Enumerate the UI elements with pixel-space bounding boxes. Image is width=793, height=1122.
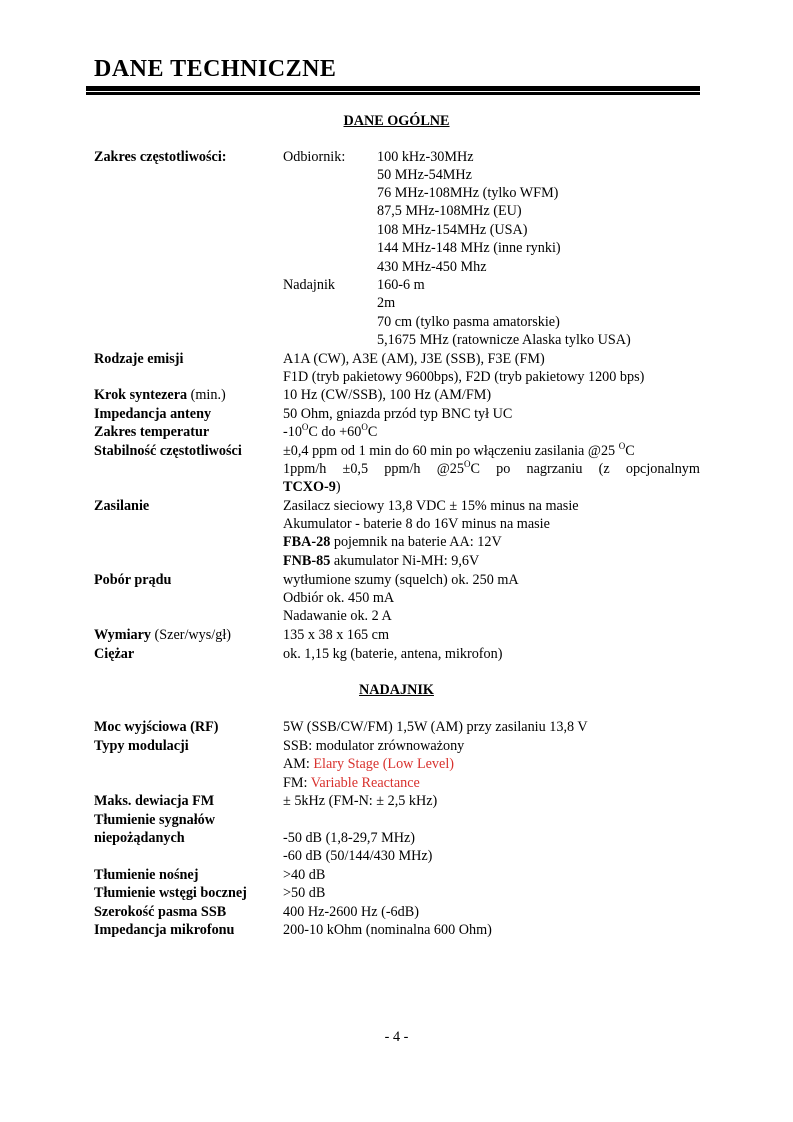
spec-value: FNB-85 akumulator Ni-MH: 9,6V — [283, 553, 480, 569]
spec-row-temperature — [0, 423, 793, 441]
spec-row — [0, 515, 793, 533]
spec-label: Tłumienie sygnałów — [94, 812, 216, 828]
spec-value: 200-10 kOhm (nominalna 600 Ohm) — [283, 922, 492, 938]
spec-row-stability — [0, 442, 793, 460]
spec-row — [0, 829, 793, 847]
spec-value: Odbiór ok. 450 mA — [283, 590, 395, 606]
spec-row-carrier — [0, 866, 793, 884]
spec-row — [0, 202, 793, 220]
spec-row — [0, 460, 793, 478]
spec-row — [0, 276, 793, 294]
receiver-range: 87,5 MHz-108MHz (EU) — [377, 203, 522, 219]
spec-value: Zasilacz sieciowy 13,8 VDC ± 15% minus na masie — [283, 498, 579, 514]
spec-row — [0, 221, 793, 239]
spec-row-emission — [0, 350, 793, 368]
spec-value: Akumulator - baterie 8 do 16V minus na masie — [283, 516, 550, 532]
spec-label: Rodzaje emisji — [94, 351, 184, 367]
spec-row — [0, 294, 793, 312]
spec-value: ok. 1,15 kg (baterie, antena, mikrofon) — [283, 646, 503, 662]
spec-value: FM: Variable Reactance — [283, 775, 420, 791]
spec-label: Maks. dewiacja FM — [94, 793, 215, 809]
spec-row-mic-impedance — [0, 921, 793, 939]
spec-row — [0, 589, 793, 607]
receiver-range: 100 kHz-30MHz — [377, 149, 474, 165]
spec-value: 5W (SSB/CW/FM) 1,5W (AM) przy zasilaniu 13,8 V — [283, 719, 588, 735]
spec-row — [0, 331, 793, 349]
receiver-range: 144 MHz-148 MHz (inne rynki) — [377, 240, 561, 256]
spec-value: wytłumione szumy (squelch) ok. 250 mA — [283, 572, 519, 588]
spec-value: FBA-28 pojemnik na baterie AA: 12V — [283, 534, 502, 550]
spec-row-impedance — [0, 405, 793, 423]
spec-row-step — [0, 386, 793, 404]
spec-label: niepożądanych — [94, 830, 185, 846]
spec-row-ssb-bandwidth — [0, 903, 793, 921]
spec-row — [0, 368, 793, 386]
spec-row-spurious — [0, 811, 793, 829]
spec-value: $-10^OC$ do $+60^OC$ — [283, 422, 378, 440]
spec-row-current — [0, 571, 793, 589]
spec-row — [0, 313, 793, 331]
spec-row — [0, 184, 793, 202]
spec-value: 1ppm/h ±0,5 ppm/h $@25^OC$ po nagrzaniu (z opcjonalnym — [283, 459, 700, 477]
spec-row-power-supply — [0, 497, 793, 515]
spec-row-weight — [0, 645, 793, 663]
spec-row — [0, 847, 793, 865]
spec-value: TCXO-9) — [283, 479, 341, 495]
transmitter-range: 2m — [377, 295, 396, 311]
spec-row-output-power — [0, 718, 793, 736]
spec-row — [0, 755, 793, 773]
spec-label: Impedancja anteny — [94, 406, 212, 422]
spec-value: SSB: modulator zrównoważony — [283, 738, 465, 754]
spec-row-dimensions — [0, 626, 793, 644]
spec-row — [0, 239, 793, 257]
receiver-range: 50 MHz-54MHz — [377, 167, 472, 183]
spec-value: 135 x 38 x 165 cm — [283, 627, 390, 643]
spec-row — [0, 774, 793, 792]
spec-label: Impedancja mikrofonu — [94, 922, 235, 938]
spec-row — [0, 166, 793, 184]
spec-row — [0, 607, 793, 625]
receiver-label: Odbiornik: — [283, 149, 346, 165]
transmitter-range: 160-6 m — [377, 277, 425, 293]
spec-label: Krok syntezera (min.) — [94, 387, 226, 403]
spec-value: ±0,4 ppm od 1 min do 60 min po włączeniu zasilania @25 $^O$C — [283, 441, 635, 459]
spec-value: >50 dB — [283, 885, 326, 901]
receiver-range: 108 MHz-154MHz (USA) — [377, 222, 528, 238]
spec-value: AM: Elary Stage (Low Level) — [283, 756, 454, 772]
spec-row — [0, 478, 793, 496]
receiver-range: 76 MHz-108MHz (tylko WFM) — [377, 185, 559, 201]
spec-value: ± 5kHz (FM-N: ± 2,5 kHz) — [283, 793, 438, 809]
spec-value: 10 Hz (CW/SSB), 100 Hz (AM/FM) — [283, 387, 492, 403]
section-heading-general: DANE OGÓLNE — [343, 113, 450, 129]
page-title: DANE TECHNICZNE — [94, 56, 337, 82]
spec-row — [0, 258, 793, 276]
spec-label: Wymiary (Szer/wys/gł) — [94, 627, 231, 643]
spec-label: Zakres temperatur — [94, 424, 210, 440]
spec-label: Ciężar — [94, 646, 135, 662]
spec-row-sideband — [0, 884, 793, 902]
spec-row-deviation — [0, 792, 793, 810]
transmitter-range: 5,1675 MHz (ratownicze Alaska tylko USA) — [377, 332, 631, 348]
spec-label: Zakres częstotliwości: — [94, 149, 227, 165]
spec-label: Stabilność częstotliwości — [94, 443, 242, 459]
spec-value: -60 dB (50/144/430 MHz) — [283, 848, 433, 864]
spec-row — [0, 552, 793, 570]
spec-row — [0, 533, 793, 551]
spec-value: 50 Ohm, gniazda przód typ BNC tył UC — [283, 406, 513, 422]
transmitter-label: Nadajnik — [283, 277, 336, 293]
spec-label: Zasilanie — [94, 498, 150, 514]
spec-value: A1A (CW), A3E (AM), J3E (SSB), F3E (FM) — [283, 351, 545, 367]
spec-value: 400 Hz-2600 Hz (-6dB) — [283, 904, 419, 920]
spec-value: F1D (tryb pakietowy 9600bps), F2D (tryb pakietowy 1200 bps) — [283, 369, 645, 385]
spec-value: >40 dB — [283, 867, 326, 883]
spec-row-freq-range — [0, 148, 793, 166]
spec-label: Szerokość pasma SSB — [94, 904, 227, 920]
section-heading-transmitter: NADAJNIK — [359, 682, 434, 698]
receiver-range: 430 MHz-450 Mhz — [377, 259, 487, 275]
spec-label: Moc wyjściowa (RF) — [94, 719, 219, 735]
page-number: - 4 - — [384, 1029, 409, 1045]
title-rule — [86, 86, 700, 92]
transmitter-range: 70 cm (tylko pasma amatorskie) — [377, 314, 560, 330]
spec-label: Tłumienie wstęgi bocznej — [94, 885, 247, 901]
spec-value: -50 dB (1,8-29,7 MHz) — [283, 830, 416, 846]
spec-label: Pobór prądu — [94, 572, 172, 588]
spec-label: Tłumienie nośnej — [94, 867, 199, 883]
spec-value: Nadawanie ok. 2 A — [283, 608, 392, 624]
spec-row-modulation — [0, 737, 793, 755]
spec-label: Typy modulacji — [94, 738, 189, 754]
